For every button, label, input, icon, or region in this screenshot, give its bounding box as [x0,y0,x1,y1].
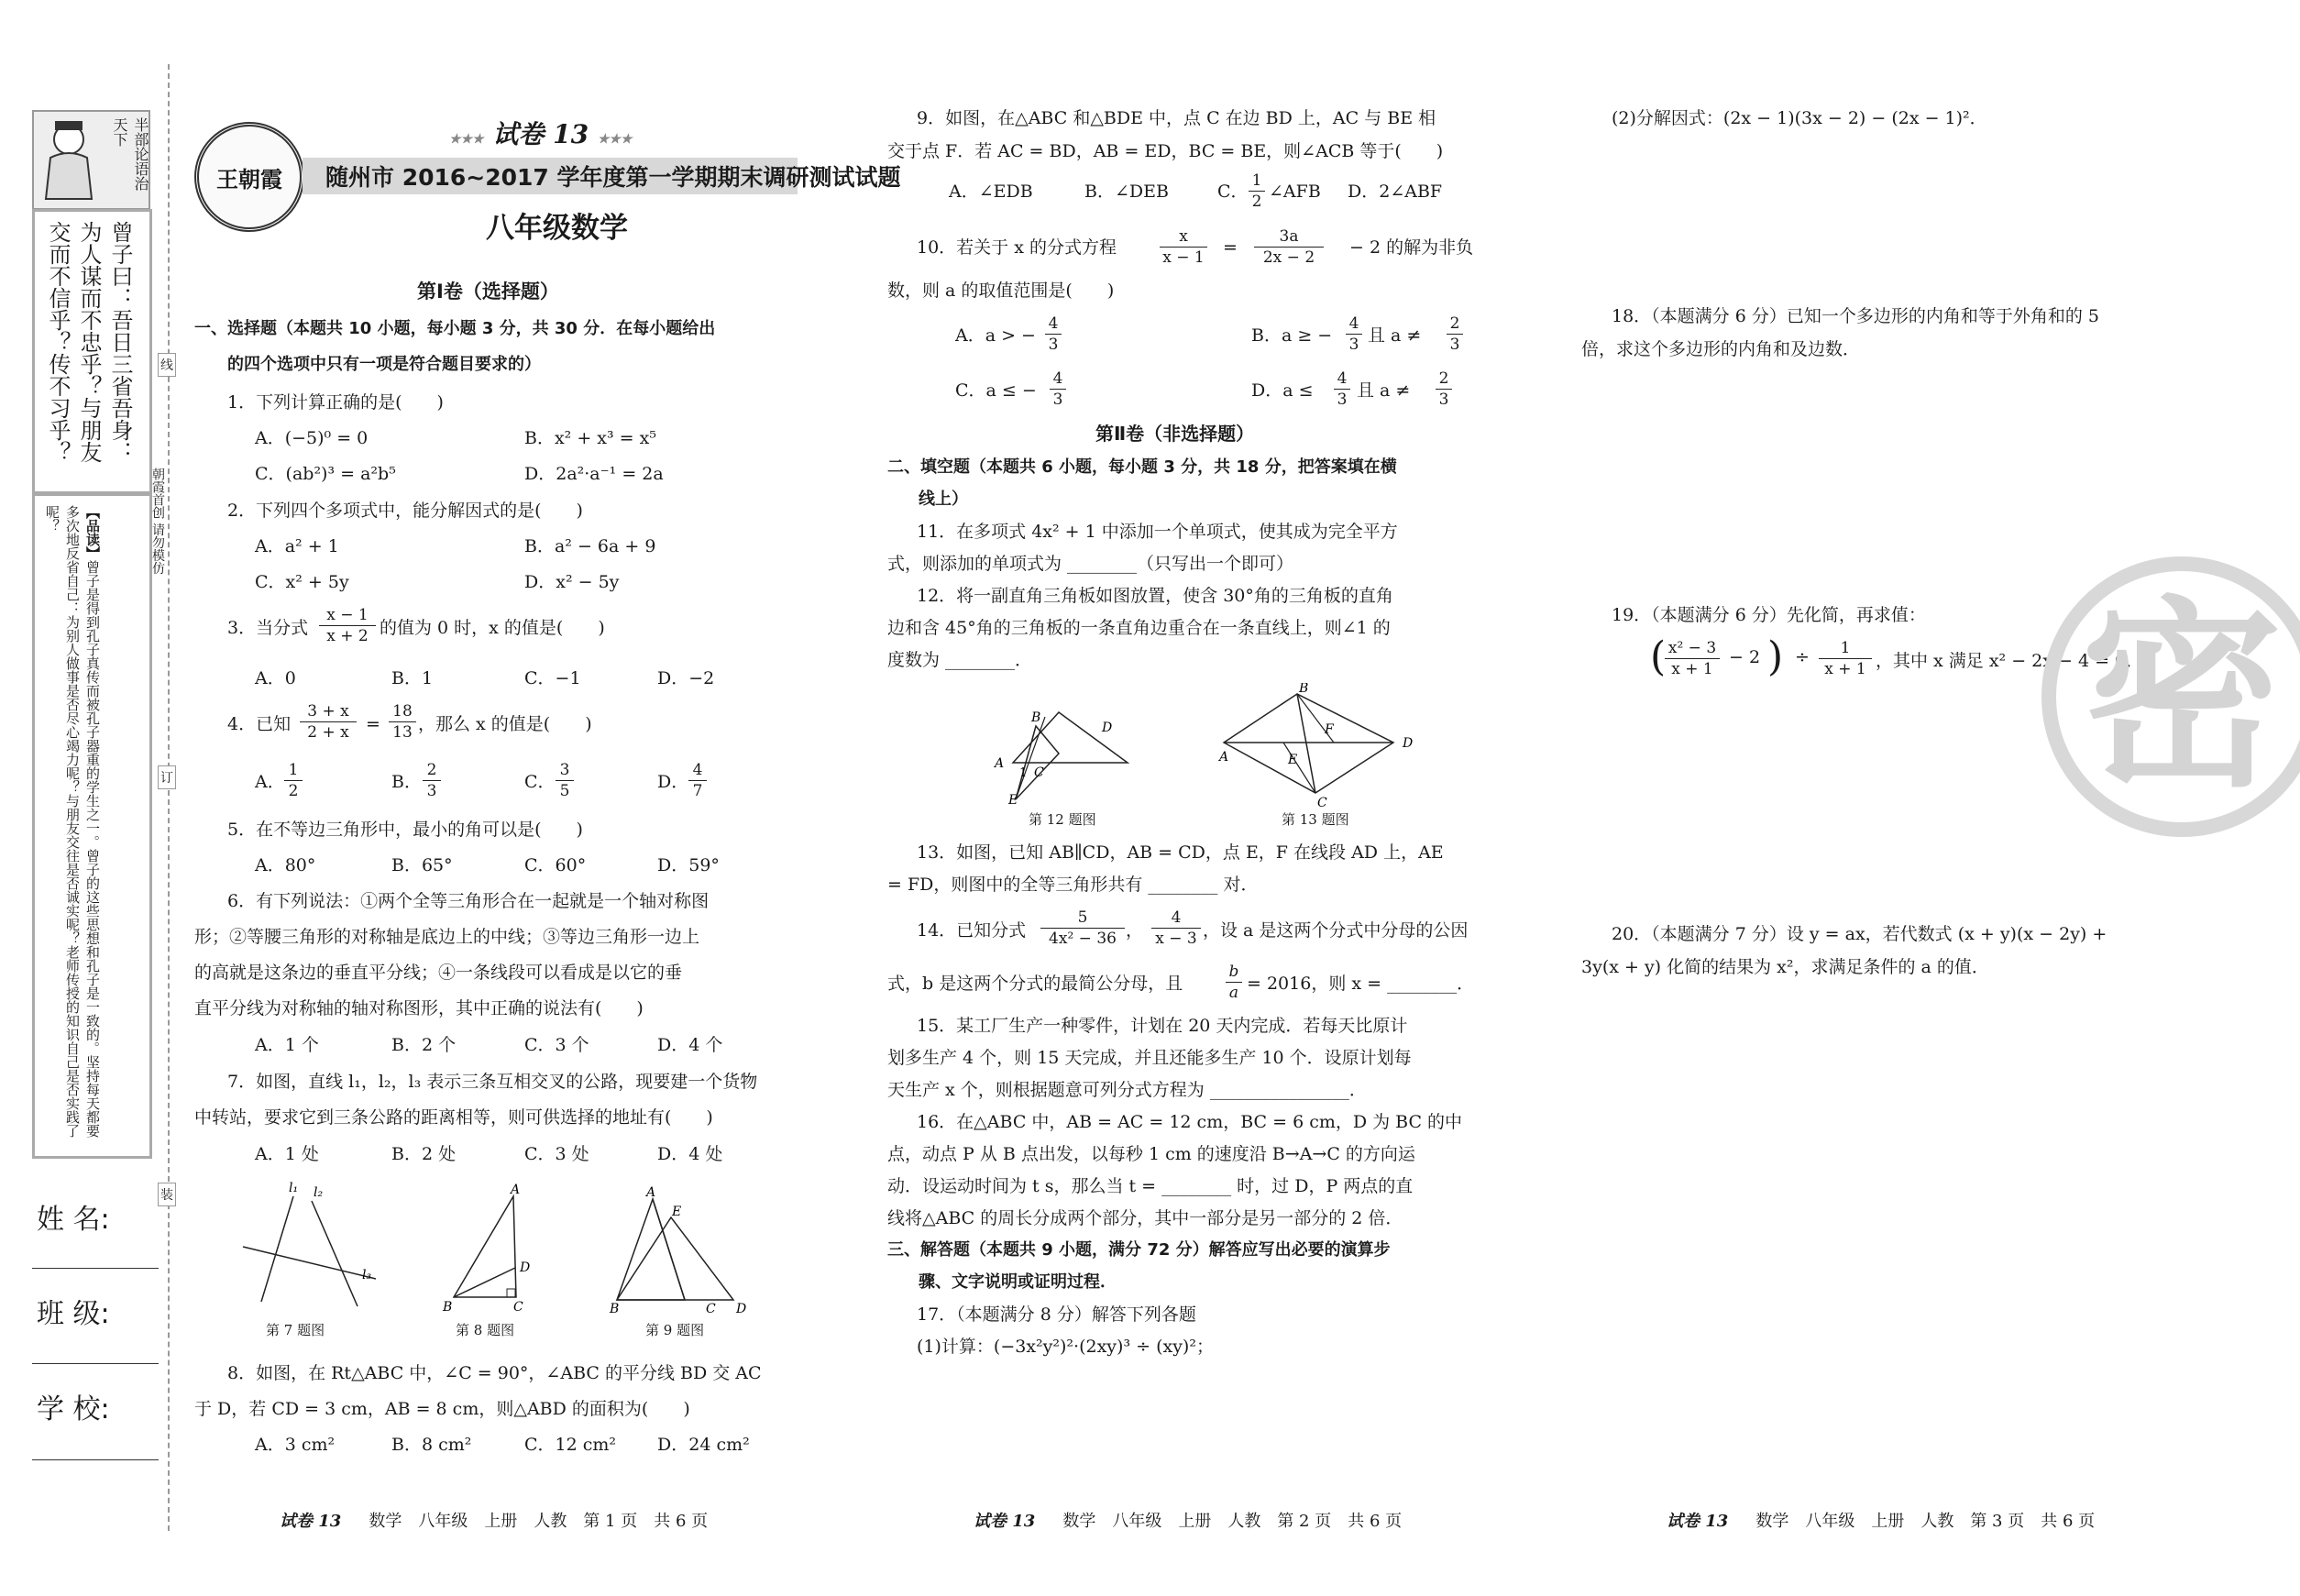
q6-option-d: D．4 个 [657,1035,723,1055]
q10-fraction-2 [1254,226,1324,268]
q4-denominator-1: 2 + x [307,723,349,742]
q10-option-b-num: 4 [1346,314,1362,335]
q8-line-1: 8．如图，在 Rt△ABC 中，∠C = 90°，∠ABC 的平分线 BD 交 AC [227,1363,762,1383]
q3-denominator: x + 2 [326,627,369,645]
q9-line-1: 9．如图，在△ABC 和△BDE 中，点 C 在边 BD 上，AC 与 BE 相 [917,108,1436,128]
q19-denominator-2: x + 1 [1824,660,1866,678]
q9-option-b: B．∠DEB [1084,182,1169,202]
q9-option-c-num: 1 [1249,171,1265,192]
q14-numerator-1: 5 [1040,908,1125,929]
q1-option-c: C．(ab²)³ = a²b⁵ [255,464,396,484]
q2-option-a: A．a² + 1 [255,536,339,556]
q10-option-d-num: 4 [1334,369,1350,390]
q10-option-d-den-2: 3 [1438,391,1449,409]
svg-text:l₁: l₁ [289,1181,299,1195]
q14-denominator-2: x − 3 [1155,930,1197,948]
q6-option-b: B．2 个 [391,1035,457,1055]
class-label: 班 级: [37,1298,110,1330]
exam-title: 随州市 2016~2017 学年度第一学期期末调研测试试题 [325,164,901,191]
star-decor-left: ★★★ [449,132,484,147]
margin-mark-2: 朝霞首创 请勿模仿 [150,468,165,575]
svg-text:E: E [672,1205,682,1219]
figure-8 [435,1183,545,1315]
footer-1-paper: 试卷 13 [280,1512,342,1531]
q10-fraction-1 [1160,226,1207,268]
q6-line-1: 6．有下列说法：①两个全等三角形合在一起就是一个轴对称图 [227,891,710,911]
part-3-intro: 三、解答题（本题共 9 小题，满分 72 分）解答应写出必要的演算步 [887,1240,1391,1260]
q16-line-4: 线将△ABC 的周长分成两个部分，其中一部分是另一部分的 2 倍． [887,1208,1403,1228]
q4-option-a-den: 2 [288,782,299,800]
q14-separator: ， [1126,920,1144,941]
q3-option-c: C．−1 [524,668,581,688]
q10-equals: = [1223,237,1238,258]
q9-option-c-den: 2 [1251,193,1262,211]
q19-numerator-1: x² − 3 [1665,638,1720,659]
svg-text:D: D [1102,721,1113,735]
part-2-intro-cont: 线上） [919,490,968,509]
svg-text:l₂: l₂ [314,1185,324,1200]
margin-mark-3: 订 [158,765,176,789]
figure-13 [1215,683,1416,811]
figure-12 [990,699,1141,807]
paper-no-row [449,115,633,151]
footer-page-1 [280,1508,708,1532]
q19-minus-two: − 2 [1729,647,1761,667]
q4-option-d-den: 7 [692,782,703,800]
q4-option-d-fraction [688,760,707,801]
footer-3-paper: 试卷 13 [1667,1512,1729,1531]
name-field[interactable] [32,1268,159,1269]
q10-suffix: − 2 的解为非负 [1349,237,1474,258]
q4-option-d-label: D． [657,772,689,792]
q15-line-2: 划多生产 4 个，则 15 天完成，并且还能多生产 10 个．设原计划每 [887,1048,1412,1068]
q4-equals: = [366,714,380,734]
q14-line-2-fraction [1226,962,1242,1003]
q10-denominator-1: x − 1 [1162,248,1205,267]
q9-option-a: A．∠EDB [949,182,1033,202]
q4-denominator-2: 13 [392,723,413,742]
q7-line-1: 7．如图，直线 l₁，l₂，l₃ 表示三条互相交叉的公路，现要建一个货物 [227,1072,758,1092]
school-field[interactable] [32,1459,159,1460]
q7-option-b: B．2 处 [391,1144,457,1164]
q8-option-b: B．8 cm² [391,1435,472,1455]
q4-option-b-num: 2 [423,760,441,781]
q4-option-c-fraction [556,760,574,801]
q10-option-b-den: 3 [1348,336,1359,354]
q5-option-d: D．59° [657,855,720,875]
star-decor-right: ★★★ [597,132,633,147]
q1-option-d: D．2a²·a⁻¹ = 2a [524,464,664,484]
q5-option-a: A．80° [255,855,316,875]
q10-option-a-den: 3 [1048,336,1059,354]
figure-12-caption: 第 12 题图 [1029,811,1096,828]
svg-text:F: F [1325,722,1334,737]
school-label: 学 校: [37,1393,110,1425]
subject-title: 八年级数学 [486,212,628,245]
part-1-intro-cont: 的四个选项中只有一项是符合题目要求的） [227,355,541,374]
q12-line-3: 度数为 ________． [887,650,1033,670]
q10-option-b-fraction-2 [1447,314,1463,355]
q4-fraction-1 [300,701,357,743]
seal-character: 密 [2080,579,2283,814]
q10-option-c-num: 4 [1050,369,1066,390]
q18-line-1: 18．（本题满分 6 分）已知一个多边形的内角和等于外角和的 5 [1612,306,2099,326]
reading-body: 曾子是得到孔子真传而被孔子器重的学生之一。曾子的这些思想和孔子是一致的。坚持每天都要多次地反省自己：为别人做事是否尽心竭力呢？与朋友交往是否诚实呢？老师传授的知识自己是否实践了呢？ [44,505,101,1138]
paper-no: 试卷 13 [492,119,589,149]
q14-fraction-1 [1040,908,1125,949]
q7-option-d: D．4 处 [657,1144,723,1164]
reading-box [32,493,152,1159]
q11-line-2: 式，则添加的单项式为 ________（只写出一个即可） [887,554,1294,574]
svg-text:1: 1 [1019,766,1028,780]
q5-option-c: C．60° [524,855,587,875]
svg-text:C: C [513,1300,523,1315]
q14-line-2-suffix: = 2016，则 x = ________． [1247,974,1475,994]
scholar-illustration [37,116,101,204]
footer-page-3 [1667,1508,2095,1532]
q9-option-c-text: ∠AFB [1269,182,1321,202]
q10-denominator-2: 2x − 2 [1262,248,1315,267]
q10-option-c-fraction [1050,369,1066,410]
part-2-intro: 二、填空题（本题共 6 小题，每小题 3 分，共 18 分，把答案填在横 [887,457,1397,477]
svg-text:C: C [706,1302,716,1315]
q7-option-c: C．3 处 [524,1144,589,1164]
figure-7 [238,1178,394,1315]
q10-line-2: 数，则 a 的取值范围是( ) [887,281,1115,301]
q8-line-2: 于 D，若 CD = 3 cm，AB = 8 cm，则△ABD 的面积为( ) [194,1399,690,1419]
q10-option-b-fraction [1346,314,1362,355]
svg-text:D: D [1403,736,1414,751]
q19-numerator-2: 1 [1819,638,1872,659]
q5-option-b: B．65° [391,855,453,875]
q19-paren-left: ( [1650,633,1667,680]
svg-text:D: D [520,1260,531,1275]
q10-option-b-den-2: 3 [1449,336,1460,354]
q14-b-numerator: b [1226,962,1242,983]
svg-text:E: E [1288,753,1298,767]
part-1-intro: 一、选择题（本题共 10 小题，每小题 3 分，共 30 分．在每小题给出 [194,319,716,338]
q14-a-denominator: a [1228,984,1239,1002]
q3-prefix: 3．当分式 [227,618,309,638]
q4-option-b-den: 3 [426,782,437,800]
q10-option-d: D．a ≤ [1251,380,1314,401]
svg-text:B: B [443,1300,453,1315]
svg-text:A: A [511,1183,521,1197]
reading-text [42,505,103,1142]
q7-option-a: A．1 处 [255,1144,319,1164]
q16-line-1: 16．在△ABC 中，AB = AC = 12 cm，BC = 6 cm，D 为 BC 的中 [917,1112,1463,1132]
footer-2-paper: 试卷 13 [974,1512,1036,1531]
q8-option-a: A．3 cm² [255,1435,336,1455]
figure-9-caption: 第 9 题图 [645,1322,705,1338]
q13-line-1: 13．如图，已知 AB∥CD，AB = CD，点 E，F 在线段 AD 上，AE [917,842,1444,863]
q9-option-d: D．2∠ABF [1348,182,1443,202]
q10-option-b-num-2: 2 [1447,314,1463,335]
q4-option-a-fraction [284,760,303,801]
q10-numerator-2: 3a [1254,226,1324,248]
svg-text:E: E [1008,793,1018,807]
reading-label: 【品读】 [84,505,101,560]
q4-option-a-num: 1 [284,760,303,781]
q1-option-a: A．(−5)⁰ = 0 [255,428,369,448]
figure-13-caption: 第 13 题图 [1282,811,1349,828]
q4-suffix: ，那么 x 的值是( ) [418,714,592,734]
q14-prefix: 14．已知分式 [917,920,1027,941]
q14-denominator-1: 4x² − 36 [1049,930,1117,948]
q10-option-d-cond: 且 a ≠ [1357,380,1411,401]
q14-fraction-2 [1151,908,1201,949]
q2-option-d: D．x² − 5y [524,572,620,592]
q19-condition: ，其中 x 满足 x² − 2x − 4 = 0． [1876,651,2144,671]
section-2-title: 第Ⅱ卷（非选择题） [1095,423,1255,445]
cut-line [168,64,170,1531]
figure-8-caption: 第 8 题图 [456,1322,515,1338]
svg-text:A: A [995,756,1005,771]
q10-prefix: 10．若关于 x 的分式方程 [917,237,1117,258]
footer-page-2 [974,1508,1402,1532]
q20-line-2: 3y(x + y) 化简的结果为 x²，求满足条件的 a 的值． [1581,957,1989,977]
q19-fraction-1 [1665,638,1720,679]
figure-7-caption: 第 7 题图 [266,1322,325,1338]
q16-line-2: 点，动点 P 从 B 点出发，以每秒 1 cm 的速度沿 B→A→C 的方向运 [887,1144,1415,1164]
q10-option-a: A．a > − [955,325,1036,346]
q10-option-d-den: 3 [1337,391,1348,409]
q19-fraction-2 [1819,638,1872,679]
sidebar-banner [32,110,150,210]
q4-option-b-label: B． [391,772,422,792]
q10-option-d-fraction [1334,369,1350,410]
footer-2-info: 数学 八年级 上册 人教 第 2 页 共 6 页 [1062,1512,1403,1531]
footer-1-info: 数学 八年级 上册 人教 第 1 页 共 6 页 [369,1512,709,1531]
q6-line-2: 形；②等腰三角形的对称轴是底边上的中线；③等边三角形一边上 [194,927,700,947]
name-label: 姓 名: [37,1204,110,1236]
quote-box [32,209,152,494]
figure-9 [600,1183,756,1315]
q3-option-b: B．1 [391,668,434,688]
q10-option-b-cond: 且 a ≠ [1368,325,1422,346]
q2: 2．下列四个多项式中，能分解因式的是( ) [227,501,583,521]
q12-line-1: 12．将一副直角三角板如图放置，使含 30°角的三角板的直角 [917,586,1393,606]
q14-numerator-2: 4 [1151,908,1201,929]
q2-option-b: B．a² − 6a + 9 [524,536,656,556]
q1: 1．下列计算正确的是( ) [227,392,444,413]
q17: 17．（本题满分 8 分）解答下列各题 [917,1304,1196,1325]
section-1-title: 第Ⅰ卷（选择题） [417,281,559,303]
q6-line-4: 直平分线为对称轴的轴对称图形，其中正确的说法有( ) [194,998,644,1018]
svg-text:B: B [610,1302,620,1315]
q9-line-2: 交于点 F．若 AC = BD，AB = ED，BC = BE，则∠ACB 等于( ) [887,141,1444,161]
svg-text:D: D [736,1302,747,1315]
q10-option-b: B．a ≥ − [1251,325,1333,346]
q4-option-a-label: A． [255,772,285,792]
q4-option-c-num: 3 [556,760,574,781]
q12-line-2: 边和含 45°角的三角板的一条直角边重合在一条直线上，则∠1 的 [887,618,1391,638]
q3-numerator: x − 1 [319,605,376,626]
svg-text:B: B [1299,683,1309,696]
q10-numerator-1: x [1160,226,1207,248]
svg-text:C: C [1034,765,1044,780]
q17-part-2: (2)分解因式：(2x − 1)(3x − 2) − (2x − 1)²． [1612,108,1987,128]
q9-option-c-fraction [1249,171,1265,212]
q10-option-a-fraction [1045,314,1062,355]
svg-text:l₃: l₃ [362,1268,372,1282]
q10-option-a-num: 4 [1045,314,1062,335]
q4-option-b-fraction [423,760,441,801]
q10-option-c: C．a ≤ − [955,380,1037,401]
q3-option-a: A．0 [255,668,296,688]
q1-option-b: B．x² + x³ = x⁵ [524,428,656,448]
q2-option-c: C．x² + 5y [255,572,349,592]
q19-divide: ÷ [1795,647,1810,667]
q4-fraction-2 [389,701,416,743]
q4-option-c-label: C． [524,772,556,792]
q4-prefix: 4．已知 [227,714,292,734]
confidential-seal [2030,541,2300,853]
q5: 5．在不等边三角形中，最小的角可以是( ) [227,820,583,840]
margin-mark-1: 线 [158,353,176,377]
banner-text: 半部论语治天下 [111,117,149,191]
q7-line-2: 中转站，要求它到三条公路的距离相等，则可供选择的地址有( ) [194,1107,713,1128]
svg-text:C: C [1317,796,1327,810]
q17-part-1: (1)计算：(−3x²y²)²·(2xy)³ ÷ (xy)²； [917,1337,1214,1357]
q6-option-a: A．1 个 [255,1035,319,1055]
quote-text: 曾子曰：吾日三省吾身：为人谋而不忠乎？与朋友交而不信乎？传不习乎？ [45,221,133,463]
q19-denominator-1: x + 1 [1671,660,1713,678]
q10-option-d-num-2: 2 [1436,369,1452,390]
q19-paren-right: ) [1767,633,1784,680]
q11-line-1: 11．在多项式 4x² + 1 中添加一个单项式，使其成为完全平方 [917,522,1398,542]
q4-numerator-1: 3 + x [300,701,357,722]
q8-option-c: C．12 cm² [524,1435,617,1455]
q20-line-1: 20．（本题满分 7 分）设 y = ax，若代数式 (x + y)(x − 2y) + [1612,924,2107,944]
q19-line-1: 19．（本题满分 6 分）先化简，再求值： [1612,605,1926,625]
footer-3-info: 数学 八年级 上册 人教 第 3 页 共 6 页 [1755,1512,2096,1531]
svg-text:A: A [1219,750,1229,765]
logo-text: 王朝霞 [216,165,282,193]
q4-numerator-2: 18 [389,701,416,722]
q3-fraction [319,605,376,646]
q10-option-c-den: 3 [1052,391,1063,409]
q10-option-d-fraction-2 [1436,369,1452,410]
q14-line-2-prefix: 式，b 是这两个分式的最简公分母，且 [887,974,1183,994]
q3-option-d: D．−2 [657,668,715,688]
q14-suffix: ，设 a 是这两个分式中分母的公因 [1203,920,1469,941]
q6-option-c: C．3 个 [524,1035,589,1055]
q16-line-3: 动．设运动时间为 t s，那么当 t = ________ 时，过 D，P 两点的直 [887,1176,1414,1196]
q6-line-3: 的高就是这条边的垂直平分线；④一条线段可以看成是以它的垂 [194,963,683,983]
q15-line-3: 天生产 x 个，则根据题意可列分式方程为 ________________． [887,1080,1367,1100]
q15-line-1: 15．某工厂生产一种零件，计划在 20 天内完成．若每天比原计 [917,1016,1408,1036]
q9-option-c-label: C． [1217,182,1249,202]
logo [194,122,304,232]
q3-suffix: 的值为 0 时，x 的值是( ) [380,618,605,638]
q18-line-2: 倍，求这个多边形的内角和及边数． [1581,339,1861,359]
part-3-intro-cont: 骤、文字说明或证明过程． [919,1272,1117,1292]
q4-option-d-num: 4 [688,760,707,781]
q8-option-d: D．24 cm² [657,1435,750,1455]
margin-mark-4: 装 [158,1183,176,1206]
svg-text:A: A [646,1185,656,1200]
class-field[interactable] [32,1363,159,1364]
svg-text:B: B [1031,710,1041,725]
q4-option-c-den: 5 [559,782,570,800]
q13-line-2: = FD，则图中的全等三角形共有 ________ 对． [887,875,1259,895]
